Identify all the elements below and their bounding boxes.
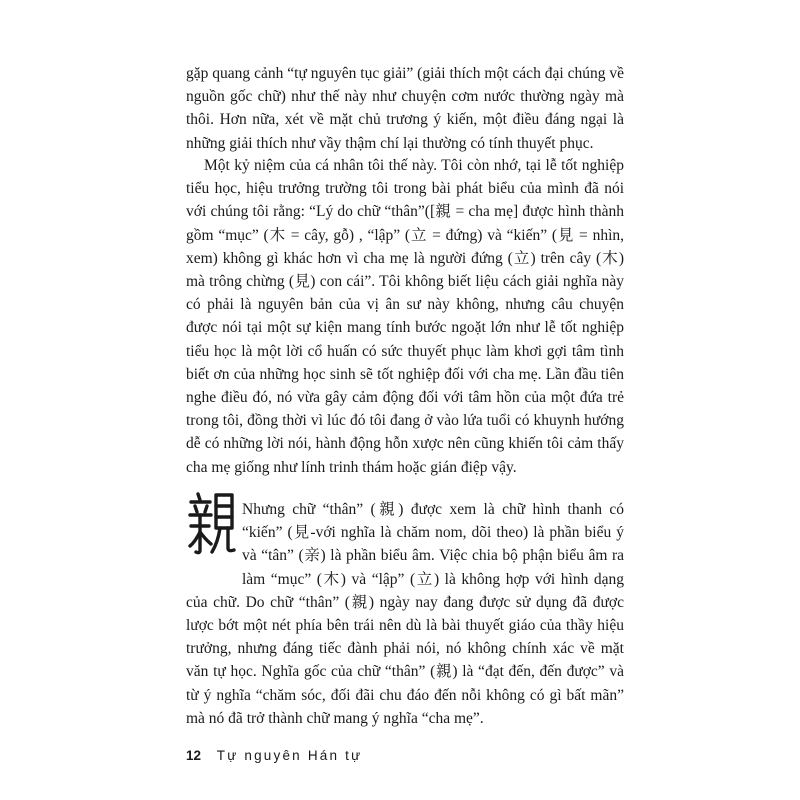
running-title: Tự nguyên Hán tự [216, 748, 363, 763]
paragraph-3-text: Nhưng chữ “thân” (親) được xem là chữ hình thanh có “kiến” (見-với nghĩa là chăm nom, dõi theo) là phần biểu ý và “tân” (亲) là phần biểu âm. Việc chia bộ phận biểu âm ra làm “mục” (木) và “lập” (立) là không hợp với hình dạng của chữ. Do chữ “thân” (親) ngày nay đang được sử dụng đã được lược bớt một nét phía bên trái nên dù là bài thuyết giáo của thầy hiệu trưởng, nhưng đáng tiếc đành phải nói, nó không chính xác về mặt văn tự học. Nghĩa gốc của chữ “thân” (親) là “đạt đến, đến được” và từ ý nghĩa “chăm sóc, đối đãi chu đáo đến nỗi không có gì bất mãn” mà nó đã trở thành chữ mang ý nghĩa “cha mẹ”. [186, 501, 624, 727]
glyph-spacer [186, 502, 242, 568]
page-number: 12 [186, 748, 202, 763]
paragraph-1: gặp quang cảnh “tự nguyên tục giải” (giải thích một cách đại chúng về nguồn gốc chữ) như thế này như chuyện cơm nước thường ngày mà thôi. Hơn nữa, xét về mặt chủ trương ý kiến, một điều đáng ngại là những giải thích như vầy thậm chí lại thường có tính thuyết phục. [186, 65, 624, 152]
page-footer [186, 748, 362, 763]
paragraph-2: Một kỷ niệm của cá nhân tôi thế này. Tôi còn nhớ, tại lễ tốt nghiệp tiểu học, hiệu trưởng trường tôi trong bài phát biểu của mình đã nói với chúng tôi rằng: “Lý do chữ “thân”([親 = cha mẹ] được hình thành gồm “mục” (木 = cây, gỗ) , “lập” (立 = đứng) và “kiến” (見 = nhìn, xem) không gì khác hơn vì cha mẹ là người đứng (立) trên cây (木) mà trông chừng (見) con cái”. Tôi không biết liệu cách giải nghĩa này có phải là nguyên bản của vị ân sư này không, nhưng câu chuyện được nói tại một sự kiện mang tính bước ngoặt lớn như lễ tốt nghiệp tiểu học là một lời cổ huấn có sức thuyết phục làm khơi gợi tâm tình biết ơn của những học sinh sẽ tốt nghiệp đối với cha mẹ. Lần đầu tiên nghe điều đó, nó vừa gây cảm động đối với tâm hồn của một đứa trẻ trong tôi, đồng thời vì lúc đó tôi đang ở vào lứa tuổi có khuynh hướng dễ có những lời nói, hành động hỗn xược nên cũng khiến tôi cảm thấy cha mẹ giống như lính trinh thám hoặc gián điệp vậy. [186, 157, 624, 476]
paragraph-3 [186, 498, 624, 730]
